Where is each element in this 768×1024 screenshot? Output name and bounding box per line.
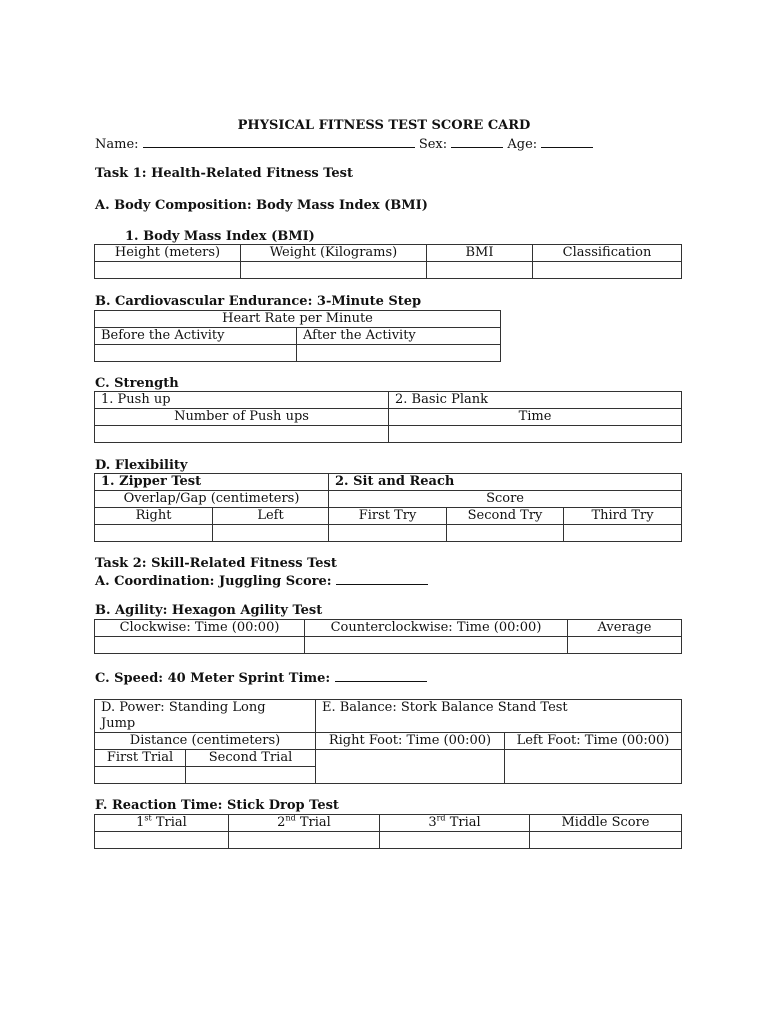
left-foot-cell[interactable] bbox=[505, 750, 682, 784]
first-trial-cell[interactable] bbox=[95, 767, 186, 784]
bmi-classification-header: Classification bbox=[533, 245, 682, 262]
average-cell[interactable] bbox=[568, 637, 682, 654]
power-balance-table bbox=[94, 699, 682, 784]
table-row bbox=[95, 525, 682, 542]
table-row bbox=[95, 311, 501, 328]
zipper-right-cell[interactable] bbox=[95, 525, 213, 542]
bmi-weight-header: Weight (Kilograms) bbox=[241, 245, 427, 262]
bmi-value-header: BMI bbox=[427, 245, 533, 262]
reaction-title: F. Reaction Time: Stick Drop Test bbox=[95, 798, 339, 813]
trial1-cell[interactable] bbox=[95, 832, 229, 849]
zipper-header: 1. Zipper Test bbox=[95, 474, 329, 491]
trial1-header bbox=[95, 815, 229, 832]
strength-table bbox=[94, 391, 682, 443]
trial1-word: Trial bbox=[155, 815, 187, 830]
bmi-weight-cell[interactable] bbox=[241, 262, 427, 279]
table-row bbox=[95, 409, 682, 426]
agility-table bbox=[94, 619, 682, 654]
speed-line bbox=[95, 669, 427, 686]
hr-after-cell[interactable] bbox=[297, 345, 501, 362]
second-try-cell[interactable] bbox=[447, 525, 564, 542]
task2-title: Task 2: Skill-Related Fitness Test bbox=[95, 556, 337, 571]
table-row bbox=[95, 620, 682, 637]
body-composition-title: A. Body Composition: Body Mass Index (BMI) bbox=[95, 198, 428, 213]
table-row bbox=[95, 392, 682, 409]
power-label-line2: Jump bbox=[101, 716, 136, 731]
flexibility-table bbox=[94, 473, 682, 542]
table-row bbox=[95, 508, 682, 525]
coordination-title: A. Coordination: Juggling Score: bbox=[95, 574, 332, 589]
power-label-line1: D. Power: Standing Long bbox=[101, 700, 266, 715]
trial2-word: Trial bbox=[299, 815, 331, 830]
hr-before-cell[interactable] bbox=[95, 345, 297, 362]
table-row bbox=[95, 491, 682, 508]
sex-field[interactable] bbox=[451, 135, 503, 148]
trial2-suffix: nd bbox=[285, 814, 296, 823]
heart-rate-table bbox=[94, 310, 501, 362]
juggling-score-field[interactable] bbox=[336, 572, 428, 585]
trial3-word: Trial bbox=[449, 815, 481, 830]
counterclockwise-header: Counterclockwise: Time (00:00) bbox=[305, 620, 568, 637]
average-header: Average bbox=[568, 620, 682, 637]
trial3-suffix: rd bbox=[436, 814, 446, 823]
trial1-number: 1 bbox=[136, 815, 145, 830]
clockwise-cell[interactable] bbox=[95, 637, 305, 654]
third-try-header: Third Try bbox=[564, 508, 682, 525]
table-row bbox=[95, 262, 682, 279]
bmi-height-header: Height (meters) bbox=[95, 245, 241, 262]
sit-reach-header: 2. Sit and Reach bbox=[329, 474, 682, 491]
middle-score-header: Middle Score bbox=[530, 815, 682, 832]
trial2-number: 2 bbox=[277, 815, 286, 830]
second-try-header: Second Try bbox=[447, 508, 564, 525]
trial3-cell[interactable] bbox=[380, 832, 530, 849]
trial3-header bbox=[380, 815, 530, 832]
bmi-classification-cell[interactable] bbox=[533, 262, 682, 279]
middle-score-cell[interactable] bbox=[530, 832, 682, 849]
name-field[interactable] bbox=[143, 135, 415, 148]
left-foot-header: Left Foot: Time (00:00) bbox=[505, 733, 682, 750]
power-header bbox=[95, 700, 316, 733]
table-row bbox=[95, 700, 682, 733]
table-row bbox=[95, 345, 501, 362]
score-header: Score bbox=[329, 491, 682, 508]
overlap-header: Overlap/Gap (centimeters) bbox=[95, 491, 329, 508]
bmi-value-cell[interactable] bbox=[427, 262, 533, 279]
table-row bbox=[95, 733, 682, 750]
age-field[interactable] bbox=[541, 135, 593, 148]
right-foot-cell[interactable] bbox=[316, 750, 505, 784]
bmi-table bbox=[94, 244, 682, 279]
first-try-header: First Try bbox=[329, 508, 447, 525]
second-trial-cell[interactable] bbox=[186, 767, 316, 784]
table-row bbox=[95, 750, 682, 767]
hr-before-header: Before the Activity bbox=[95, 328, 297, 345]
sprint-time-field[interactable] bbox=[335, 669, 427, 682]
table-row bbox=[95, 637, 682, 654]
hr-after-header: After the Activity bbox=[297, 328, 501, 345]
plank-time-header: Time bbox=[389, 409, 682, 426]
coordination-line bbox=[95, 572, 428, 589]
strength-title: C. Strength bbox=[95, 376, 179, 391]
table-row bbox=[95, 815, 682, 832]
second-trial-header: Second Trial bbox=[186, 750, 316, 767]
flexibility-title: D. Flexibility bbox=[95, 458, 188, 473]
zipper-left-cell[interactable] bbox=[213, 525, 329, 542]
trial2-header bbox=[229, 815, 380, 832]
heart-rate-header: Heart Rate per Minute bbox=[95, 311, 501, 328]
bmi-subtitle: 1. Body Mass Index (BMI) bbox=[125, 229, 315, 244]
left-header: Left bbox=[213, 508, 329, 525]
plank-cell[interactable] bbox=[389, 426, 682, 443]
table-row bbox=[95, 474, 682, 491]
pushup-header: 1. Push up bbox=[95, 392, 389, 409]
sex-label: Sex: bbox=[418, 137, 448, 152]
bmi-height-cell[interactable] bbox=[95, 262, 241, 279]
trial1-suffix: st bbox=[144, 814, 152, 823]
speed-title: C. Speed: 40 Meter Sprint Time: bbox=[95, 671, 331, 686]
table-row bbox=[95, 426, 682, 443]
trial3-number: 3 bbox=[428, 815, 437, 830]
name-label: Name: bbox=[95, 137, 139, 152]
page-title: PHYSICAL FITNESS TEST SCORE CARD bbox=[237, 118, 531, 133]
right-header: Right bbox=[95, 508, 213, 525]
plank-header: 2. Basic Plank bbox=[389, 392, 682, 409]
right-foot-header: Right Foot: Time (00:00) bbox=[316, 733, 505, 750]
age-label: Age: bbox=[507, 137, 538, 152]
trial2-cell[interactable] bbox=[229, 832, 380, 849]
cardio-title: B. Cardiovascular Endurance: 3-Minute Step bbox=[95, 294, 422, 309]
task1-title: Task 1: Health-Related Fitness Test bbox=[95, 166, 354, 181]
table-row bbox=[95, 245, 682, 262]
pushup-cell[interactable] bbox=[95, 426, 389, 443]
pushup-count-header: Number of Push ups bbox=[95, 409, 389, 426]
clockwise-header: Clockwise: Time (00:00) bbox=[95, 620, 305, 637]
agility-title: B. Agility: Hexagon Agility Test bbox=[95, 603, 323, 618]
first-try-cell[interactable] bbox=[329, 525, 447, 542]
balance-header: E. Balance: Stork Balance Stand Test bbox=[316, 700, 682, 733]
third-try-cell[interactable] bbox=[564, 525, 682, 542]
reaction-table bbox=[94, 814, 682, 849]
table-row bbox=[95, 832, 682, 849]
first-trial-header: First Trial bbox=[95, 750, 186, 767]
distance-header: Distance (centimeters) bbox=[95, 733, 316, 750]
header-line bbox=[95, 135, 593, 152]
table-row bbox=[95, 328, 501, 345]
counterclockwise-cell[interactable] bbox=[305, 637, 568, 654]
